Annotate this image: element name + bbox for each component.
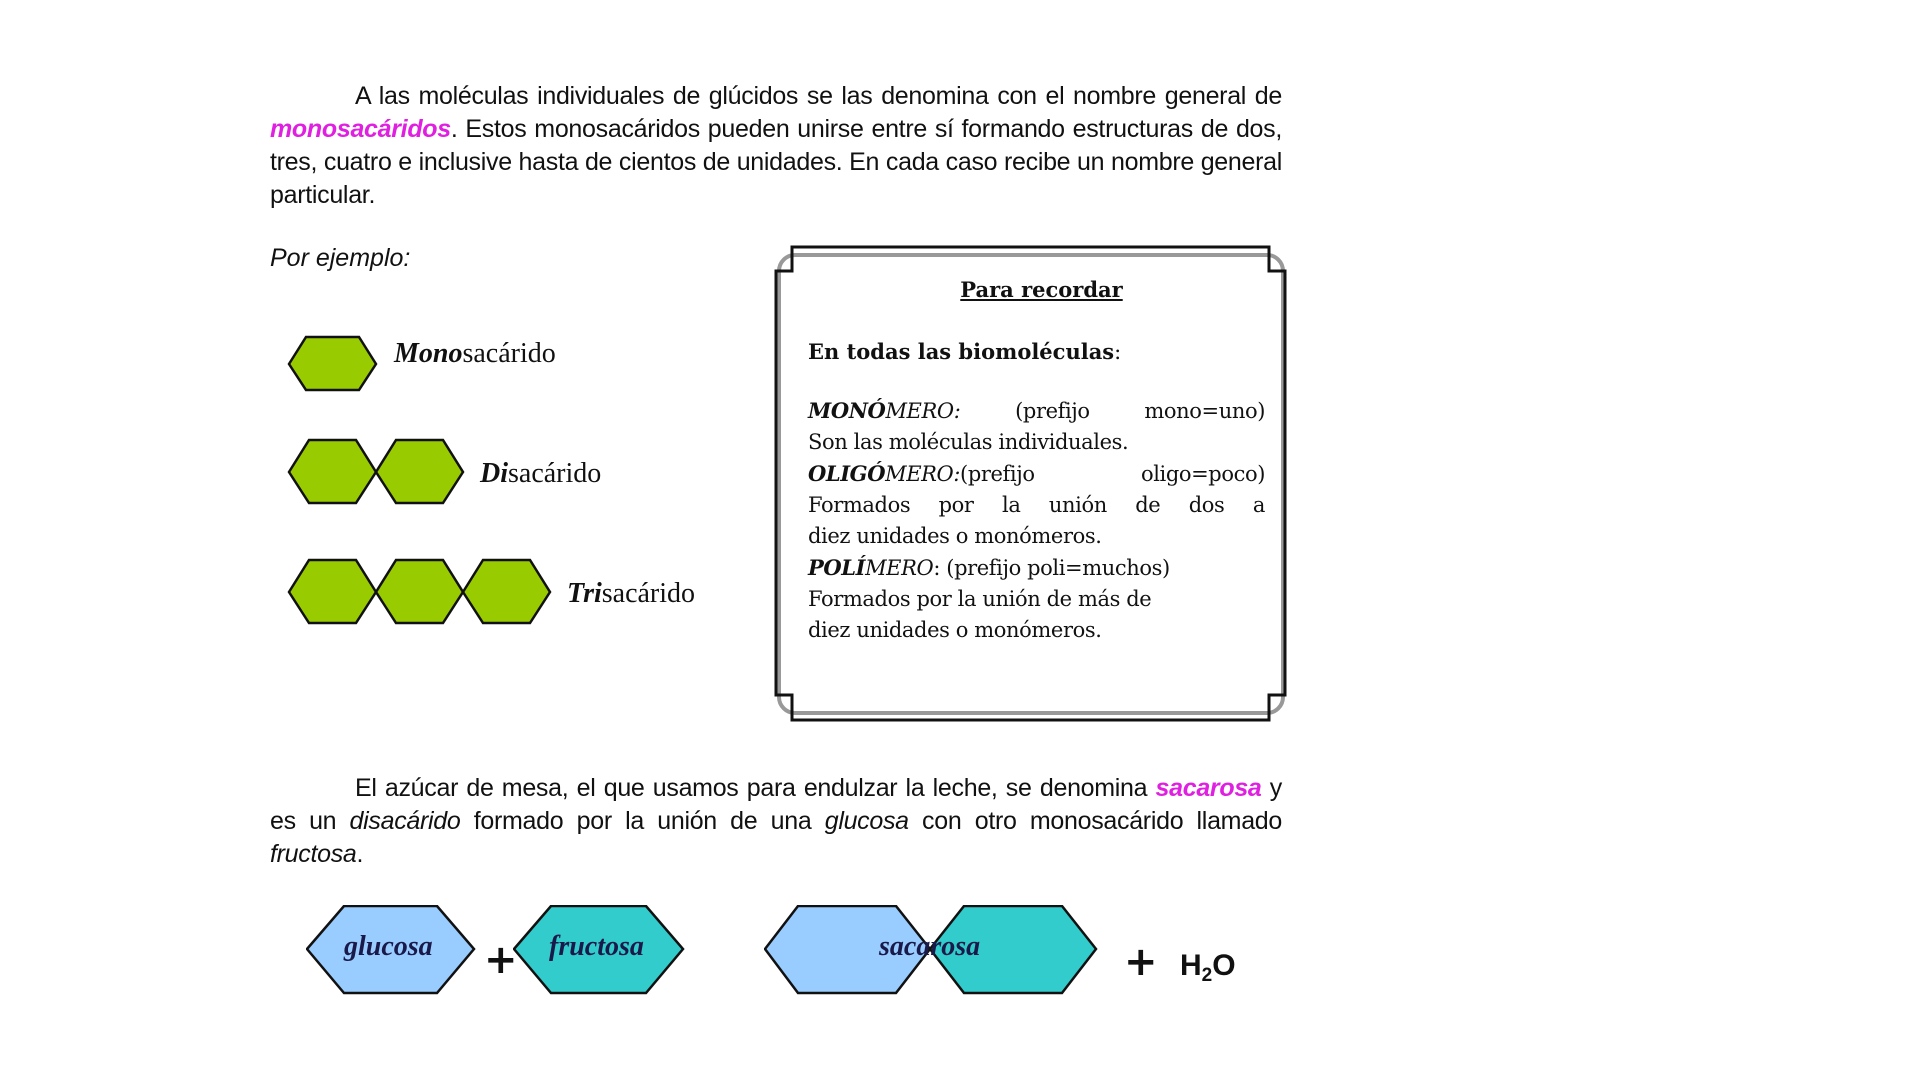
intro-text-after: . Estos monosacáridos pueden unirse entre sí formando estructuras de dos, tres, cuatro e inclusive hasta de cientos de unidades. En cada caso recibe un nombre general particular. xyxy=(270,115,1282,209)
prefix-note: (prefijo mono=uno) xyxy=(1015,399,1265,423)
subtitle-text: En todas las biomoléculas xyxy=(808,339,1115,364)
hexagon-icon xyxy=(289,337,377,391)
label-trisacarido xyxy=(567,578,695,610)
suffix: sacárido xyxy=(508,458,602,489)
reminder-definitions xyxy=(808,395,1265,646)
definition-monomero-heading xyxy=(808,395,1265,427)
reminder-subtitle xyxy=(808,337,1265,367)
water-formula xyxy=(1180,949,1236,987)
term-sacarosa: sacarosa xyxy=(1155,774,1262,802)
fructose-molecule xyxy=(513,905,685,1000)
label-monosacarido xyxy=(394,338,556,370)
definition-oligomero-text-2: diez unidades o monómeros. xyxy=(808,524,1102,548)
hexagon-chain-icon xyxy=(289,560,551,624)
prefix-tri: Tri xyxy=(567,578,602,609)
glucose-molecule xyxy=(306,905,476,1000)
suffix: sacárido xyxy=(601,578,696,609)
water-subscript: 2 xyxy=(1201,965,1213,986)
sucrose-label: sacarosa xyxy=(879,931,981,962)
sucrose-molecule xyxy=(764,905,1100,1000)
prefix-di: Di xyxy=(480,458,508,489)
definition-oligomero-heading xyxy=(808,458,1265,490)
term-fructosa: fructosa xyxy=(270,840,357,868)
term-rest: MERO: xyxy=(885,462,961,486)
sucrose-paragraph xyxy=(270,772,1282,871)
subtitle-colon: : xyxy=(1114,340,1122,364)
water-h: H xyxy=(1180,949,1202,982)
label-disacarido xyxy=(480,458,601,490)
text: y es un xyxy=(270,774,1282,835)
term-rest: MERO: xyxy=(885,399,961,423)
prefix-mono: Mono xyxy=(394,338,463,369)
fructose-label: fructosa xyxy=(549,931,644,962)
reminder-title: Para recordar xyxy=(960,277,1123,302)
plus-sign-2: + xyxy=(1124,939,1158,985)
term-disacarido: disacárido xyxy=(349,807,461,835)
term-bold: POLÍ xyxy=(808,555,866,580)
reminder-box xyxy=(773,245,1289,723)
sucrose-text-line1: El azúcar de mesa, el que usamos para endulzar la leche, se denomina xyxy=(355,774,1148,802)
suffix: sacárido xyxy=(462,338,556,369)
text: formado por la unión de una xyxy=(460,807,825,835)
term-bold: OLIGÓ xyxy=(808,461,886,486)
water-o: O xyxy=(1212,949,1236,982)
reminder-content xyxy=(808,275,1265,646)
intro-text-before: A las moléculas individuales de glúcidos se las denomina con el nombre general de xyxy=(355,82,1282,110)
text: con otro monosacárido llamado xyxy=(908,807,1283,835)
definition-polimero-heading xyxy=(808,552,1265,584)
hexagon-chain-icon xyxy=(289,440,464,504)
definition-oligomero-text-1: Formados por la unión de dos a xyxy=(808,493,1265,517)
example-label: Por ejemplo: xyxy=(270,244,411,272)
term-glucosa: glucosa xyxy=(824,807,909,835)
prefix-note: : (prefijo poli=muchos) xyxy=(933,556,1170,580)
term-monosacaridos: monosacáridos xyxy=(270,115,451,143)
plus-sign-1: + xyxy=(484,937,518,983)
glucose-label: glucosa xyxy=(344,931,433,962)
term-rest: MERO xyxy=(865,556,934,580)
definition-polimero-text-2: diez unidades o monómeros. xyxy=(808,618,1102,642)
definition-monomero-text: Son las moléculas individuales. xyxy=(808,430,1129,454)
text: . xyxy=(356,840,364,868)
term-bold: MONÓ xyxy=(808,398,886,423)
prefix-note: (prefijo oligo=poco) xyxy=(960,462,1265,486)
intro-paragraph xyxy=(270,80,1282,212)
definition-polimero-text-1: Formados por la unión de más de xyxy=(808,587,1152,611)
